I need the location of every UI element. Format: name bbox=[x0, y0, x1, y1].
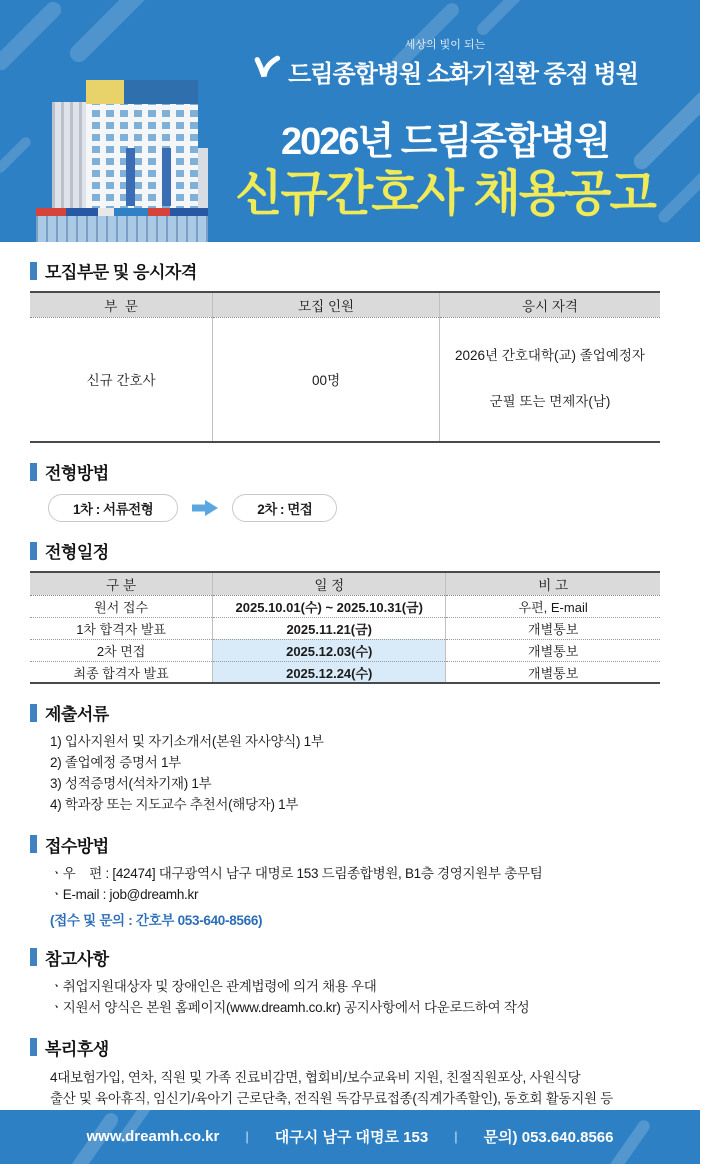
section-schedule-heading: 전형일정 bbox=[30, 538, 660, 563]
contact-note: (접수 및 문의 : 간호부 053-640-8566) bbox=[50, 912, 263, 928]
col-header-date: 일 정 bbox=[213, 572, 446, 595]
footer-separator: | bbox=[454, 1129, 458, 1145]
section-bar-icon bbox=[30, 704, 37, 722]
hospital-building-photo bbox=[0, 28, 210, 242]
section-method-heading: 전형방법 bbox=[30, 459, 660, 484]
building-roof-sign bbox=[86, 80, 198, 104]
bird-logo-icon bbox=[252, 55, 282, 81]
email-line: ㆍE-mail : job@dreamh.kr bbox=[50, 886, 199, 902]
poster-title-line1: 2026년 드림종합병원 bbox=[280, 121, 610, 163]
logo-tagline: 세상의 빛이 되는 bbox=[404, 39, 486, 51]
step-2-pill: 2차 : 면접 bbox=[232, 494, 337, 522]
table-row: 원서 접수 2025.10.01(수) ~ 2025.10.31(금) 우편, E-mail bbox=[30, 595, 660, 617]
table-row bbox=[30, 317, 660, 442]
step-1-pill: 1차 : 서류전형 bbox=[48, 494, 178, 522]
logo-text: 드림종합병원 소화기질환 중점 병원 bbox=[288, 61, 638, 88]
list-item: ㆍ지원서 양식은 본원 홈페이지(www.dreamh.co.kr) 공지사항에서 다운로드하여 작성 bbox=[50, 999, 530, 1015]
list-item: 4대보험가입, 연차, 직원 및 가족 진료비감면, 협회비/보수교육비 지원, 친절직원포상, 사원식당 bbox=[50, 1069, 581, 1085]
section-documents-heading: 제출서류 bbox=[30, 700, 660, 725]
highlighted-date-cell: 2025.12.24(수) bbox=[213, 661, 446, 683]
table-header-row bbox=[30, 292, 660, 317]
cell-qualification: 2026년 간호대학(교) 졸업예정자 군필 또는 면제자(남) bbox=[439, 317, 660, 442]
section-bar-icon bbox=[30, 1038, 37, 1056]
building-banner bbox=[126, 148, 135, 206]
col-header-category: 구 분 bbox=[30, 572, 213, 595]
col-header-count: 모집 인원 bbox=[213, 292, 440, 317]
list-item: 1) 입사지원서 및 자기소개서(본원 자사양식) 1부 bbox=[50, 734, 324, 750]
table-row: 1차 합격자 발표 2025.11.21(금) 개별통보 bbox=[30, 617, 660, 639]
footer-separator: | bbox=[245, 1129, 249, 1145]
postal-address-line: ㆍ우 편 : [42474] 대구광역시 남구 대명로 153 드림종합병원, B1층 경영지원부 총무팀 bbox=[50, 865, 543, 881]
table-header-row bbox=[30, 572, 660, 595]
poster-footer bbox=[0, 1110, 700, 1164]
section-reference-heading: 참고사항 bbox=[30, 945, 660, 970]
list-item: 3) 성적증명서(석차기재) 1부 bbox=[50, 776, 212, 792]
col-header-remark: 비 고 bbox=[446, 572, 660, 595]
selection-steps bbox=[48, 494, 660, 522]
section-welfare-heading: 복리후생 bbox=[30, 1035, 660, 1060]
section-bar-icon bbox=[30, 948, 37, 966]
footer-contact: 문의) 053.640.8566 bbox=[483, 1129, 614, 1147]
apply-method-list bbox=[50, 864, 660, 906]
list-item: ㆍ취업지원대상자 및 장애인은 관계법령에 의거 채용 우대 bbox=[50, 978, 377, 994]
section-recruit-heading: 모집부문 및 응시자격 bbox=[30, 258, 660, 283]
cell-count: 00명 bbox=[213, 317, 440, 442]
reference-list bbox=[50, 977, 660, 1019]
recruit-table bbox=[30, 291, 660, 443]
table-row: 2차 면접 2025.12.03(수) 개별통보 bbox=[30, 639, 660, 661]
building-banner bbox=[162, 148, 171, 206]
arrow-right-icon bbox=[192, 499, 218, 517]
section-bar-icon bbox=[30, 542, 37, 560]
section-bar-icon bbox=[30, 835, 37, 853]
poster-body bbox=[0, 242, 700, 1110]
footer-website: www.dreamh.co.kr bbox=[86, 1128, 220, 1146]
schedule-table bbox=[30, 571, 660, 684]
footer-address: 대구시 남구 대명로 153 bbox=[274, 1129, 429, 1147]
list-item: 출산 및 육아휴직, 임신기/육아기 근로단축, 전직원 독감무료접종(직계가족할인), 동호회 활동지원 등 bbox=[50, 1091, 613, 1107]
poster-title-line2: 신규간호사 채용공고 bbox=[235, 167, 655, 221]
section-apply-heading: 접수방법 bbox=[30, 832, 660, 857]
building-windows bbox=[86, 104, 198, 218]
hospital-logo bbox=[205, 36, 685, 89]
list-item: 4) 학과장 또는 지도교수 추천서(해당자) 1부 bbox=[50, 797, 299, 813]
col-header-qualification: 응시 자격 bbox=[439, 292, 660, 317]
documents-list bbox=[50, 732, 660, 816]
poster-header bbox=[0, 0, 700, 242]
section-bar-icon bbox=[30, 463, 37, 481]
building-glass-base bbox=[36, 216, 208, 242]
cell-part: 신규 간호사 bbox=[86, 373, 156, 389]
list-item: 2) 졸업예정 증명서 1부 bbox=[50, 755, 181, 771]
decorative-streak bbox=[608, 1118, 652, 1174]
section-bar-icon bbox=[30, 262, 37, 280]
decorative-streak bbox=[475, 0, 526, 37]
highlighted-date-cell: 2025.12.03(수) bbox=[213, 639, 446, 661]
table-row: 최종 합격자 발표 2025.12.24(수) 개별통보 bbox=[30, 661, 660, 683]
col-header-part: 부 문 bbox=[30, 292, 213, 317]
